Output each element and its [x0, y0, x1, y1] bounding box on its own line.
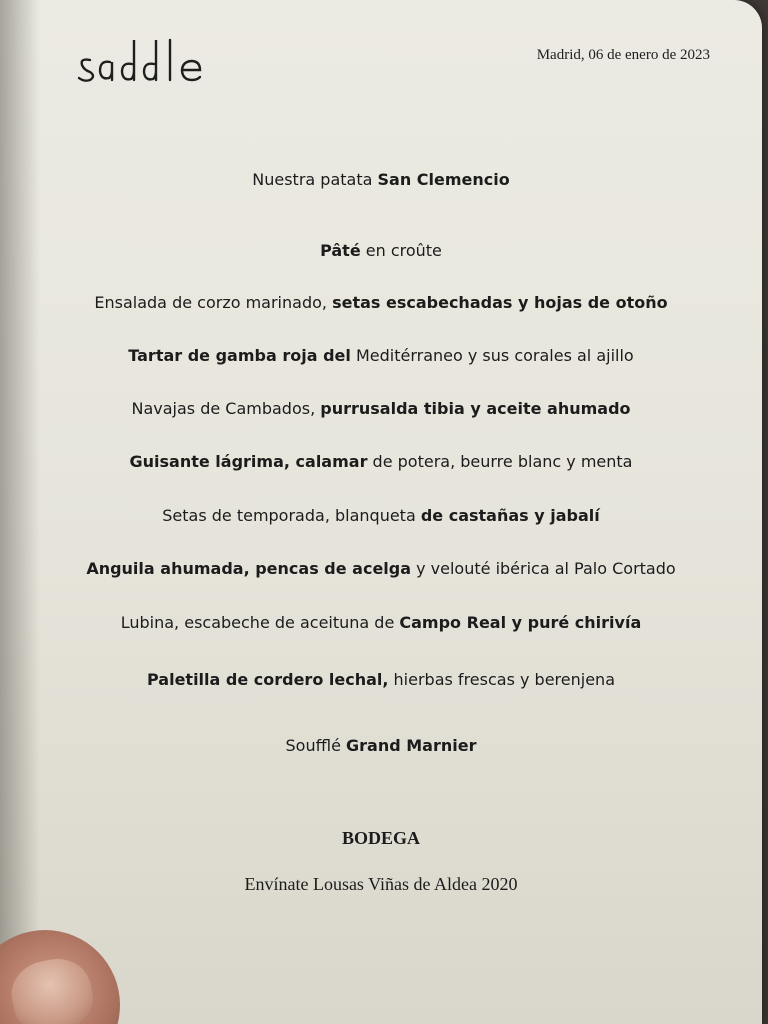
course-highlight: Grand Marnier	[346, 736, 477, 755]
menu-course	[0, 670, 762, 689]
course-text: Meditérraneo y sus corales al ajillo	[350, 346, 634, 365]
saddle-logo	[76, 32, 208, 84]
menu-course	[0, 736, 762, 755]
course-text: Ensalada de corzo marinado,	[94, 293, 333, 312]
course-highlight: Guisante lágrima, calamar	[129, 452, 368, 471]
course-highlight: Tartar de gamba roja del	[128, 346, 351, 365]
course-text: y velouté ibérica al Palo Cortado	[411, 559, 676, 578]
course-text: Nuestra patata	[252, 170, 378, 189]
course-text: Lubina, escabeche de aceituna de	[120, 613, 400, 632]
menu-date: Madrid, 06 de enero de 2023	[536, 47, 710, 63]
menu-course	[0, 346, 762, 365]
wine-pairing: Envínate Lousas Viñas de Aldea 2020	[244, 874, 518, 894]
menu-course	[0, 506, 762, 525]
course-highlight: Campo Real y puré chirivía	[399, 613, 642, 632]
course-text: Soufflé	[285, 736, 346, 755]
bodega-title: BODEGA	[341, 828, 420, 848]
menu-course	[0, 399, 762, 418]
course-text: hierbas frescas y berenjena	[388, 670, 615, 689]
course-highlight: Pâté	[320, 241, 361, 260]
course-highlight: Anguila ahumada, pencas de acelga	[86, 559, 412, 578]
course-text: Setas de temporada, blanqueta	[162, 506, 421, 525]
menu-course	[0, 170, 762, 189]
menu-course	[0, 613, 762, 632]
course-highlight: setas escabechadas y hojas de otoño	[332, 293, 668, 312]
menu-course	[0, 559, 762, 578]
menu-course	[0, 452, 762, 471]
course-highlight: San Clemencio	[377, 170, 510, 189]
menu-course	[0, 241, 762, 260]
course-text: en croûte	[360, 241, 442, 260]
course-text: Navajas de Cambados,	[131, 399, 321, 418]
course-text: de potera, beurre blanc y menta	[367, 452, 633, 471]
course-highlight: purrusalda tibia y aceite ahumado	[320, 399, 631, 418]
course-highlight: Paletilla de cordero lechal,	[146, 670, 389, 689]
menu-course	[0, 293, 762, 312]
course-highlight: de castañas y jabalí	[420, 506, 600, 525]
